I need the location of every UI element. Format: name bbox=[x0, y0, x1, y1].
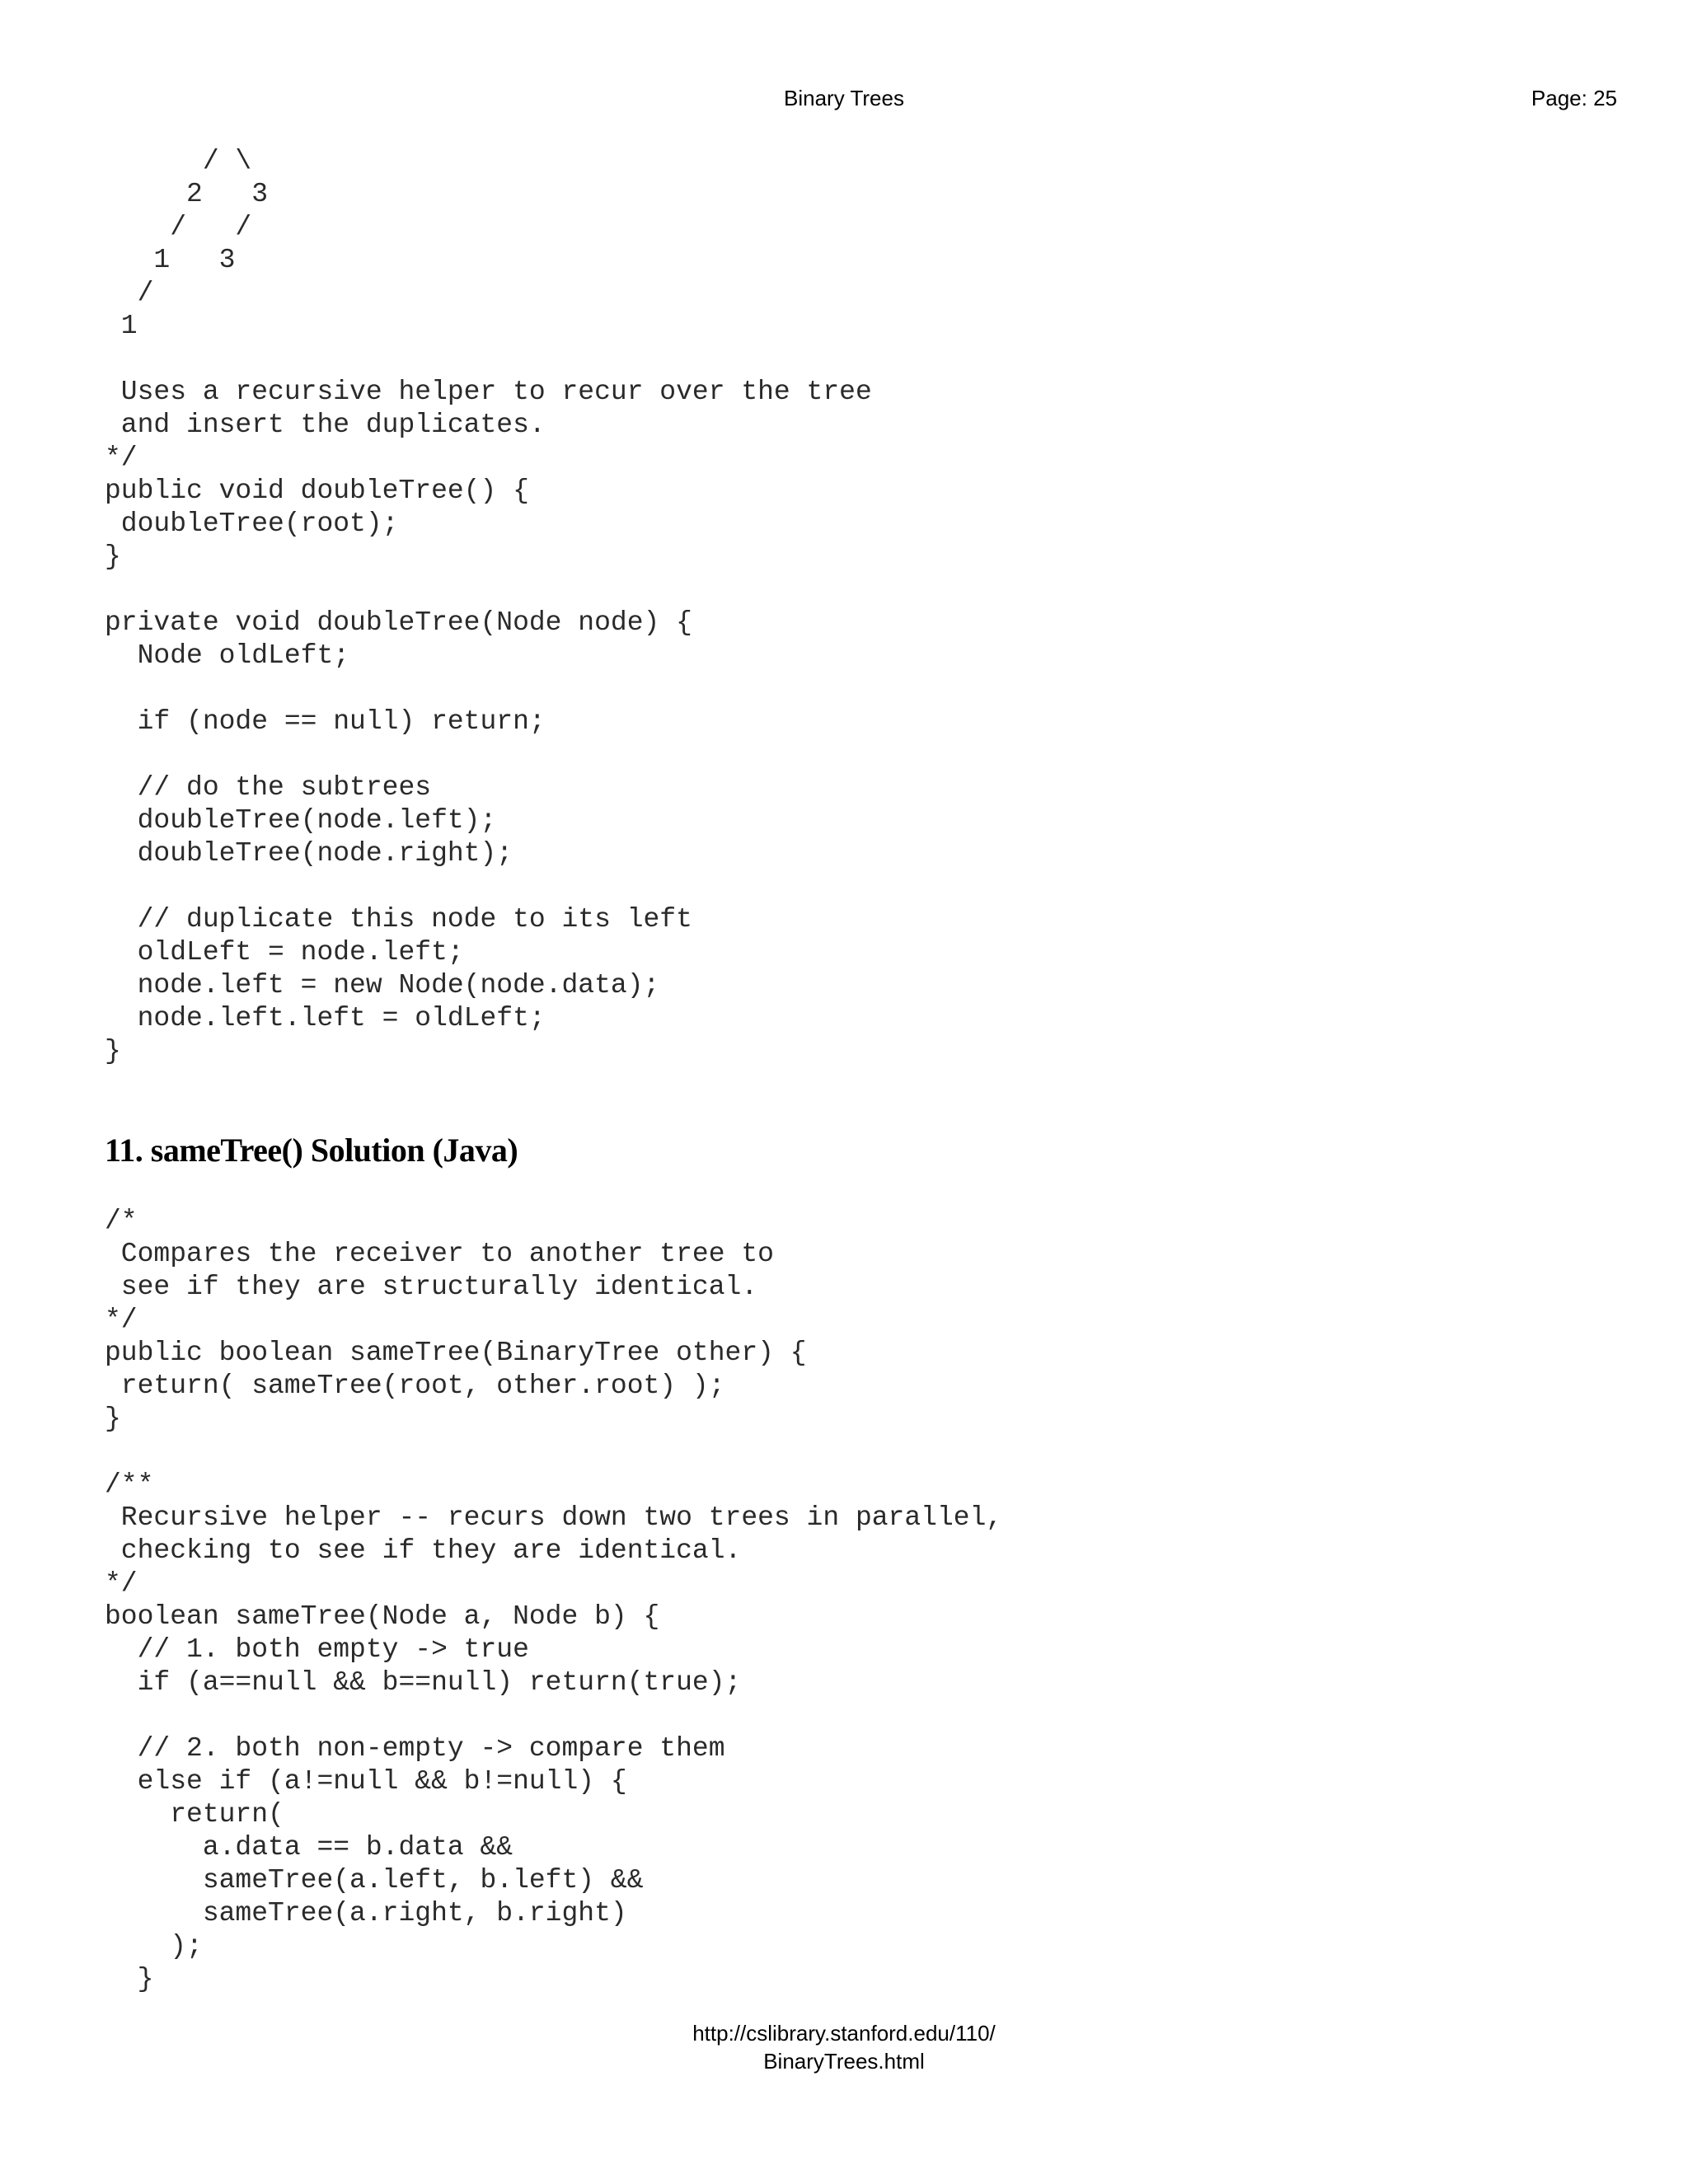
page-number: Page: 25 bbox=[1531, 86, 1617, 110]
page-footer bbox=[0, 2019, 1688, 2075]
footer-url-line2[interactable]: BinaryTrees.html bbox=[763, 2049, 925, 2074]
footer-url-line1[interactable]: http://cslibrary.stanford.edu/110/ bbox=[692, 2021, 996, 2046]
page-header bbox=[0, 86, 1688, 115]
section-heading: 11. sameTree() Solution (Java) bbox=[105, 1132, 518, 1169]
code-block-same-tree: /* Compares the receiver to another tree to see if they are structurally identical. */ public boolean sameTree(BinaryTree other) { return( sameTree(root, other.root) ); } /** Recursive helper -- recurs down two trees in parallel, checking to see if they are identical. */ boolean sameTree(Node a, Node b) { // 1. both empty -> true if (a==null && b==null) return(true); // 2. both non-empty -> compare them else if (a!=null && b!=null) { return( a.data == b.data && sameTree(a.left, b.left) && sameTree(a.right, b.right) ); } bbox=[105, 1206, 1003, 1994]
document-title: Binary Trees bbox=[784, 86, 904, 110]
code-block-double-tree: / \ 2 3 / / 1 3 / 1 Uses a recursive helper to recur over the tree and insert the duplicates. */ public void doubleTree() { doubleTree(root); } private void doubleTree(Node node) { Node oldLeft; if (node == null) return; // do the subtrees doubleTree(node.left); doubleTree(node.right); // duplicate this node to its left oldLeft = node.left; node.left = new Node(node.data); node.left.left = oldLeft; } bbox=[105, 146, 872, 1066]
